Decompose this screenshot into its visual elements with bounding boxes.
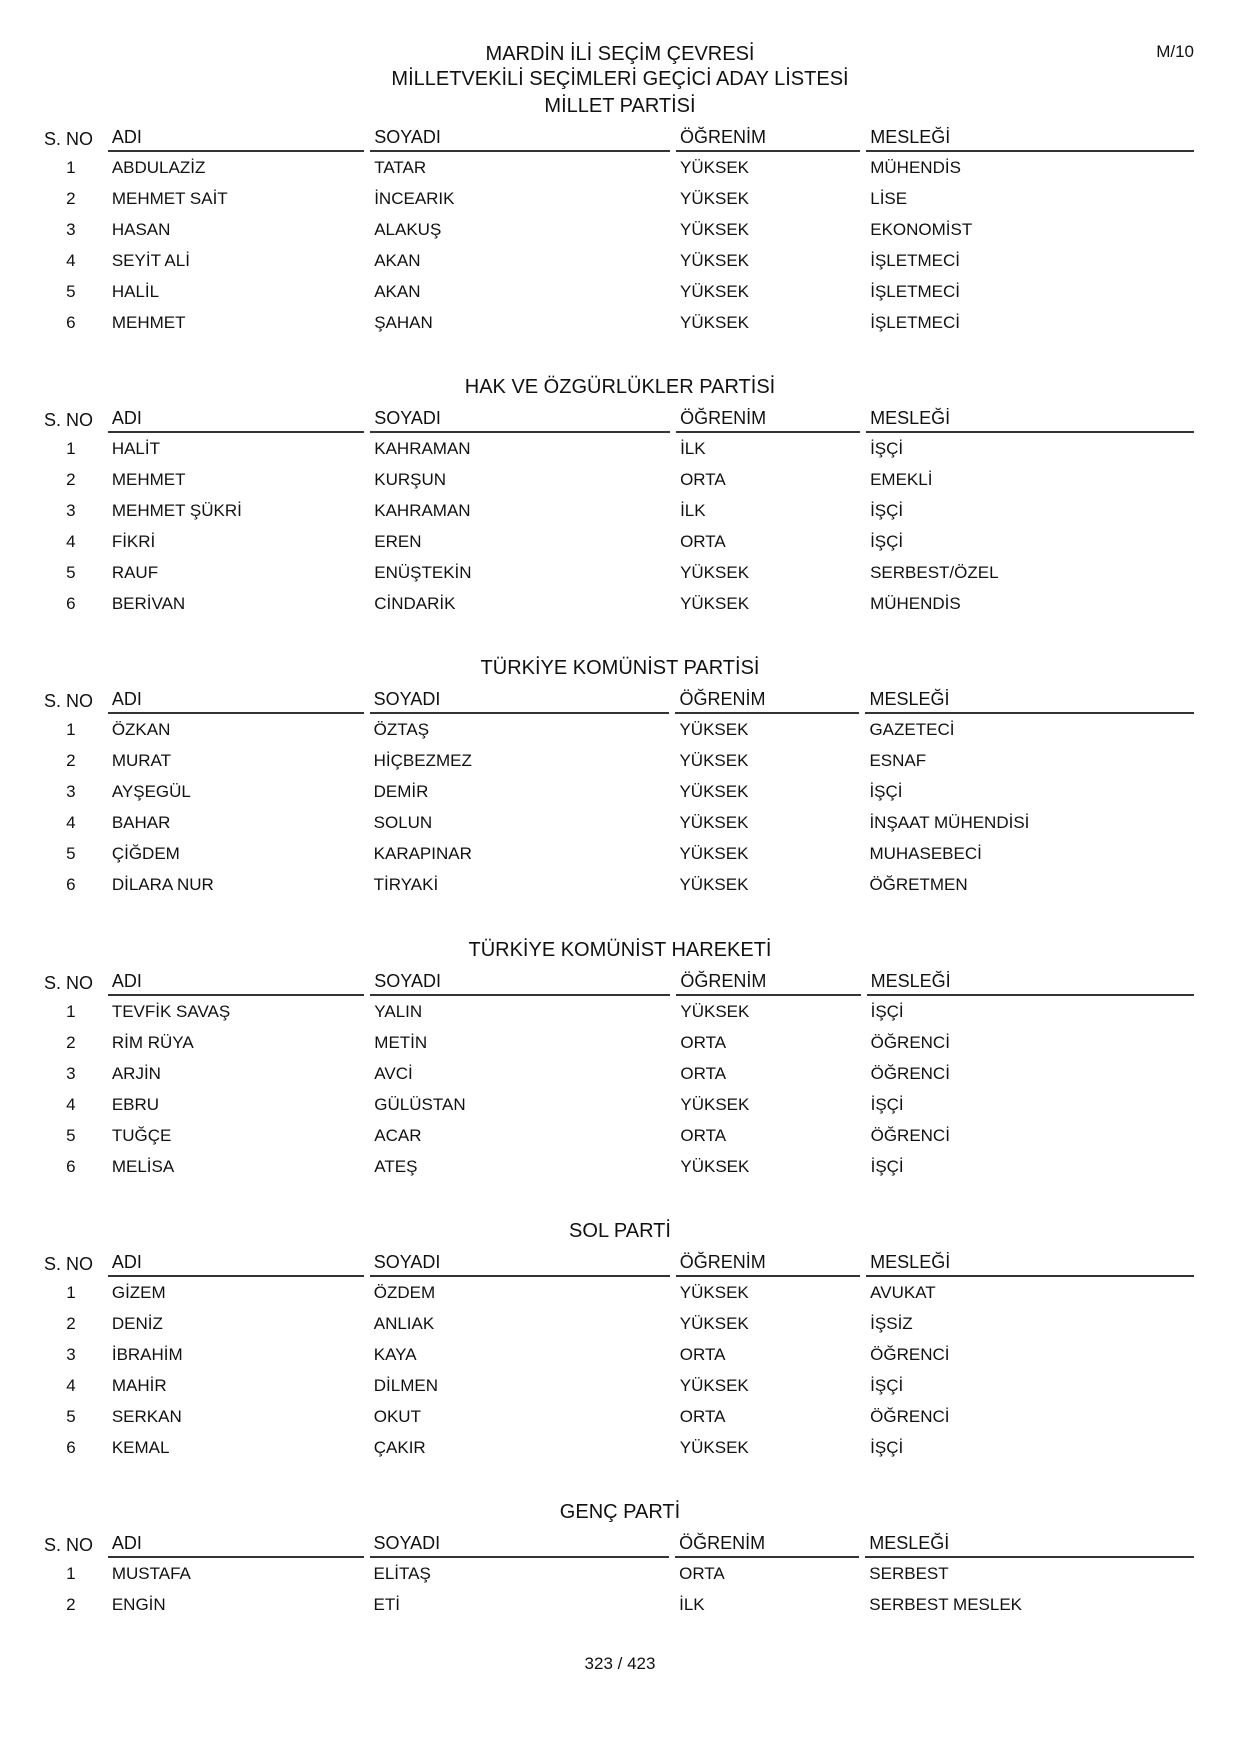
party-section [40,1498,1200,1620]
cell-meslegi: AVUKAT [870,1282,936,1302]
cell-ogrenim: YÜKSEK [680,562,750,582]
party-name: TÜRKİYE KOMÜNİST PARTİSİ [480,657,760,679]
cell-adi: ARJİN [111,1063,161,1083]
cell-no: 4 [66,250,76,270]
candidate-table [34,682,1200,900]
column-header-adi: ADI [108,1526,364,1558]
cell-adi: GİZEM [111,1282,166,1302]
column-header-meslegi: MESLEĞİ [866,120,1194,152]
table-row [40,526,1194,557]
cell-meslegi: ÖĞRENCİ [870,1344,950,1364]
column-header-adi: ADI [108,401,364,433]
column-header-adi: ADI [108,120,364,152]
cell-meslegi: SERBEST [869,1563,949,1583]
cell-adi: BERİVAN [111,593,186,613]
cell-no: 4 [66,531,76,551]
table-row [40,996,1194,1027]
cell-adi: DENİZ [111,1313,163,1333]
cell-soyadi: KURŞUN [374,469,447,489]
party-name: MİLLET PARTİSİ [544,95,696,117]
cell-ogrenim: İLK [680,500,706,520]
party-section [40,1217,1200,1463]
table-row [40,152,1194,183]
cell-no: 5 [66,1125,76,1145]
table-row [40,714,1194,745]
table-row [40,1308,1194,1339]
cell-meslegi: İŞÇİ [870,438,904,458]
cell-meslegi: ÖĞRENCİ [870,1406,950,1426]
cell-soyadi: ÖZTAŞ [373,719,430,739]
party-name: HAK VE ÖZGÜRLÜKLER PARTİSİ [464,376,776,398]
cell-soyadi: SOLUN [373,812,433,832]
cell-meslegi: MUHASEBECİ [869,843,982,863]
cell-meslegi: ÖĞRENCİ [870,1063,950,1083]
cell-no: 4 [66,812,76,832]
cell-no: 1 [66,1001,76,1021]
cell-adi: MAHİR [111,1375,167,1395]
cell-meslegi: ÖĞRENCİ [870,1125,950,1145]
cell-ogrenim: İLK [679,1594,705,1614]
column-header-soyadi: SOYADI [370,1245,670,1277]
column-header-ogrenim: ÖĞRENİM [676,964,860,996]
table-row [40,183,1194,214]
cell-adi: HALİT [111,438,160,458]
cell-no: 2 [66,188,76,208]
cell-meslegi: GAZETECİ [869,719,955,739]
cell-no: 5 [66,562,76,582]
cell-soyadi: GÜLÜSTAN [374,1094,466,1114]
cell-meslegi: İŞLETMECİ [870,281,960,301]
cell-no: 6 [66,593,76,613]
table-row [40,464,1194,495]
document-header [0,42,1240,92]
cell-adi: ÇİĞDEM [111,843,180,863]
table-row [40,1027,1194,1058]
cell-adi: MEHMET [111,469,186,489]
table-row [40,276,1194,307]
table-row [40,838,1194,869]
cell-adi: ENGİN [111,1594,166,1614]
cell-no: 3 [66,1344,76,1364]
cell-no: 4 [66,1375,76,1395]
table-row [40,869,1194,900]
column-header-meslegi: MESLEĞİ [867,964,1194,996]
cell-ogrenim: YÜKSEK [680,219,750,239]
cell-ogrenim: YÜKSEK [679,781,749,801]
page-code: M/10 [1156,42,1194,61]
table-header-row [40,401,1194,433]
table-header-row [40,1526,1194,1558]
cell-ogrenim: YÜKSEK [679,1282,749,1302]
cell-ogrenim: ORTA [679,1406,726,1426]
cell-no: 6 [66,312,76,332]
cell-soyadi: ATEŞ [374,1156,418,1176]
cell-adi: MEHMET [111,312,186,332]
column-header-soyadi: SOYADI [370,401,670,433]
cell-no: 2 [66,469,76,489]
cell-no: 1 [66,157,76,177]
party-name: SOL PARTİ [569,1220,671,1242]
cell-adi: HALİL [111,281,160,301]
cell-meslegi: İŞÇİ [870,1094,904,1114]
column-header-adi: ADI [108,1245,364,1277]
cell-ogrenim: YÜKSEK [680,157,750,177]
table-row [40,1558,1194,1589]
cell-soyadi: HİÇBEZMEZ [373,750,472,770]
cell-ogrenim: ORTA [680,1063,727,1083]
cell-no: 5 [66,281,76,301]
cell-soyadi: DİLMEN [373,1375,438,1395]
cell-soyadi: ACAR [374,1125,422,1145]
cell-soyadi: AVCİ [374,1063,413,1083]
cell-soyadi: CİNDARİK [374,593,456,613]
cell-no: 1 [66,719,76,739]
table-row [40,495,1194,526]
column-header-meslegi: MESLEĞİ [866,401,1194,433]
candidate-table [34,401,1200,619]
table-header-row [40,1245,1194,1277]
cell-adi: TEVFİK SAVAŞ [111,1001,231,1021]
cell-ogrenim: YÜKSEK [679,843,749,863]
cell-meslegi: İŞÇİ [870,1001,904,1021]
table-row [40,1151,1194,1182]
cell-ogrenim: İLK [680,438,706,458]
table-row [40,1432,1194,1463]
cell-adi: SEYİT ALİ [111,250,190,270]
party-section [40,373,1200,619]
cell-soyadi: KAHRAMAN [374,438,471,458]
cell-meslegi: İŞÇİ [870,500,904,520]
cell-meslegi: İŞÇİ [869,781,903,801]
cell-ogrenim: YÜKSEK [679,750,749,770]
cell-adi: SERKAN [111,1406,182,1426]
table-row [40,588,1194,619]
table-header-row [40,964,1194,996]
cell-ogrenim: YÜKSEK [680,1094,750,1114]
cell-ogrenim: YÜKSEK [680,281,750,301]
cell-no: 2 [66,750,76,770]
cell-adi: TUĞÇE [111,1125,172,1145]
cell-ogrenim: ORTA [680,1125,727,1145]
cell-ogrenim: ORTA [680,469,726,489]
column-header-no: S. NO [44,691,94,711]
cell-soyadi: YALIN [374,1001,423,1021]
cell-soyadi: ALAKUŞ [374,219,442,239]
table-row [40,776,1194,807]
cell-no: 1 [66,1563,76,1583]
candidate-table [34,1245,1200,1463]
column-header-ogrenim: ÖĞRENİM [676,120,860,152]
column-header-no: S. NO [44,1254,94,1274]
table-header-row [40,682,1194,714]
cell-no: 6 [66,874,76,894]
column-header-ogrenim: ÖĞRENİM [675,1526,859,1558]
cell-ogrenim: YÜKSEK [680,1001,750,1021]
cell-soyadi: ANLIAK [373,1313,435,1333]
cell-adi: KEMAL [111,1437,170,1457]
cell-adi: MEHMET ŞÜKRİ [111,500,242,520]
cell-meslegi: LİSE [870,188,908,208]
page-indicator: 323 / 423 [584,1654,656,1673]
cell-meslegi: İŞSİZ [870,1313,913,1333]
column-header-ogrenim: ÖĞRENİM [676,401,860,433]
party-name: GENÇ PARTİ [559,1501,681,1523]
cell-meslegi: ÖĞRENCİ [870,1032,950,1052]
cell-meslegi: ÖĞRETMEN [869,874,968,894]
cell-ogrenim: YÜKSEK [680,312,750,332]
cell-adi: RAUF [111,562,159,582]
cell-no: 1 [66,1282,76,1302]
cell-meslegi: EKONOMİST [870,219,973,239]
cell-ogrenim: YÜKSEK [680,1156,750,1176]
cell-ogrenim: YÜKSEK [679,719,749,739]
header-line-1: MARDİN İLİ SEÇİM ÇEVRESİ [485,43,755,65]
table-header-row [40,120,1194,152]
cell-adi: AYŞEGÜL [111,781,191,801]
cell-soyadi: AKAN [374,250,421,270]
table-row [40,557,1194,588]
column-header-soyadi: SOYADI [370,682,670,714]
cell-no: 3 [66,781,76,801]
column-header-no: S. NO [44,410,94,430]
candidate-table [34,1526,1200,1620]
cell-soyadi: ŞAHAN [374,312,433,332]
column-header-no: S. NO [44,973,94,993]
cell-no: 2 [66,1594,76,1614]
column-header-soyadi: SOYADI [370,120,670,152]
cell-adi: EBRU [111,1094,160,1114]
cell-meslegi: MÜHENDİS [870,157,961,177]
cell-meslegi: İŞÇİ [870,1156,904,1176]
cell-soyadi: İNCEARIK [374,188,455,208]
table-row [40,807,1194,838]
cell-no: 6 [66,1437,76,1457]
cell-adi: HASAN [111,219,171,239]
column-header-meslegi: MESLEĞİ [865,682,1194,714]
cell-meslegi: İŞLETMECİ [870,250,960,270]
cell-no: 4 [66,1094,76,1114]
cell-soyadi: ENÜŞTEKİN [374,562,472,582]
cell-soyadi: KAHRAMAN [374,500,471,520]
cell-soyadi: METİN [374,1032,428,1052]
cell-no: 5 [66,1406,76,1426]
column-header-no: S. NO [44,129,94,149]
party-name: TÜRKİYE KOMÜNİST HAREKETİ [468,939,772,961]
column-header-adi: ADI [108,682,364,714]
cell-adi: MELİSA [111,1156,175,1176]
header-line-2: MİLLETVEKİLİ SEÇİMLERİ GEÇİCİ ADAY LİSTESİ [391,68,849,90]
cell-no: 1 [66,438,76,458]
party-section [40,936,1200,1182]
cell-ogrenim: ORTA [680,1032,727,1052]
cell-adi: BAHAR [111,812,171,832]
cell-ogrenim: YÜKSEK [680,250,750,270]
cell-adi: İBRAHİM [111,1344,183,1364]
cell-ogrenim: YÜKSEK [679,1437,749,1457]
cell-ogrenim: YÜKSEK [679,1313,749,1333]
table-row [40,307,1194,338]
table-row [40,1120,1194,1151]
cell-no: 3 [66,1063,76,1083]
cell-no: 6 [66,1156,76,1176]
cell-adi: ÖZKAN [111,719,171,739]
table-row [40,1277,1194,1308]
cell-adi: MURAT [111,750,171,770]
cell-no: 3 [66,219,76,239]
table-row [40,1589,1194,1620]
cell-adi: RİM RÜYA [111,1032,194,1052]
cell-meslegi: İNŞAAT MÜHENDİSİ [869,812,1030,832]
cell-meslegi: EMEKLİ [870,469,933,489]
cell-ogrenim: YÜKSEK [680,593,750,613]
cell-meslegi: İŞÇİ [870,1375,904,1395]
cell-meslegi: İŞÇİ [870,531,904,551]
party-section [40,654,1200,900]
cell-meslegi: SERBEST MESLEK [869,1594,1023,1614]
cell-ogrenim: YÜKSEK [680,188,750,208]
table-row [40,245,1194,276]
table-row [40,745,1194,776]
column-header-meslegi: MESLEĞİ [865,1526,1194,1558]
cell-soyadi: ÖZDEM [373,1282,436,1302]
table-row [40,214,1194,245]
cell-soyadi: KAYA [373,1344,417,1364]
cell-soyadi: KARAPINAR [373,843,472,863]
cell-soyadi: ELİTAŞ [373,1563,431,1583]
cell-adi: MEHMET SAİT [111,188,228,208]
column-header-soyadi: SOYADI [370,964,670,996]
table-row [40,1401,1194,1432]
cell-adi: DİLARA NUR [111,874,214,894]
table-row [40,1339,1194,1370]
table-row [40,1370,1194,1401]
cell-no: 3 [66,500,76,520]
cell-no: 2 [66,1313,76,1333]
cell-soyadi: TİRYAKİ [373,874,439,894]
cell-meslegi: İŞÇİ [870,1437,904,1457]
cell-soyadi: EREN [374,531,422,551]
cell-ogrenim: ORTA [679,1563,725,1583]
cell-ogrenim: YÜKSEK [679,874,749,894]
cell-no: 2 [66,1032,76,1052]
cell-meslegi: ESNAF [869,750,927,770]
cell-soyadi: ÇAKIR [373,1437,426,1457]
candidate-table [34,120,1200,338]
column-header-ogrenim: ÖĞRENİM [675,682,859,714]
cell-adi: MUSTAFA [111,1563,191,1583]
cell-soyadi: OKUT [373,1406,421,1426]
column-header-no: S. NO [44,1535,94,1555]
column-header-ogrenim: ÖĞRENİM [676,1245,860,1277]
table-row [40,1058,1194,1089]
table-row [40,1089,1194,1120]
candidate-table [34,964,1200,1182]
cell-meslegi: MÜHENDİS [870,593,961,613]
column-header-meslegi: MESLEĞİ [866,1245,1194,1277]
cell-ogrenim: ORTA [679,1344,726,1364]
cell-meslegi: SERBEST/ÖZEL [870,562,999,582]
cell-soyadi: DEMİR [373,781,429,801]
cell-soyadi: TATAR [374,157,427,177]
cell-soyadi: ETİ [373,1594,400,1614]
party-section [40,92,1200,338]
cell-ogrenim: YÜKSEK [679,1375,749,1395]
column-header-adi: ADI [108,964,364,996]
table-row [40,433,1194,464]
cell-no: 5 [66,843,76,863]
cell-ogrenim: ORTA [680,531,726,551]
cell-ogrenim: YÜKSEK [679,812,749,832]
cell-meslegi: İŞLETMECİ [870,312,960,332]
cell-soyadi: AKAN [374,281,421,301]
cell-adi: ABDULAZİZ [111,157,206,177]
cell-adi: FİKRİ [111,531,156,551]
column-header-soyadi: SOYADI [370,1526,670,1558]
